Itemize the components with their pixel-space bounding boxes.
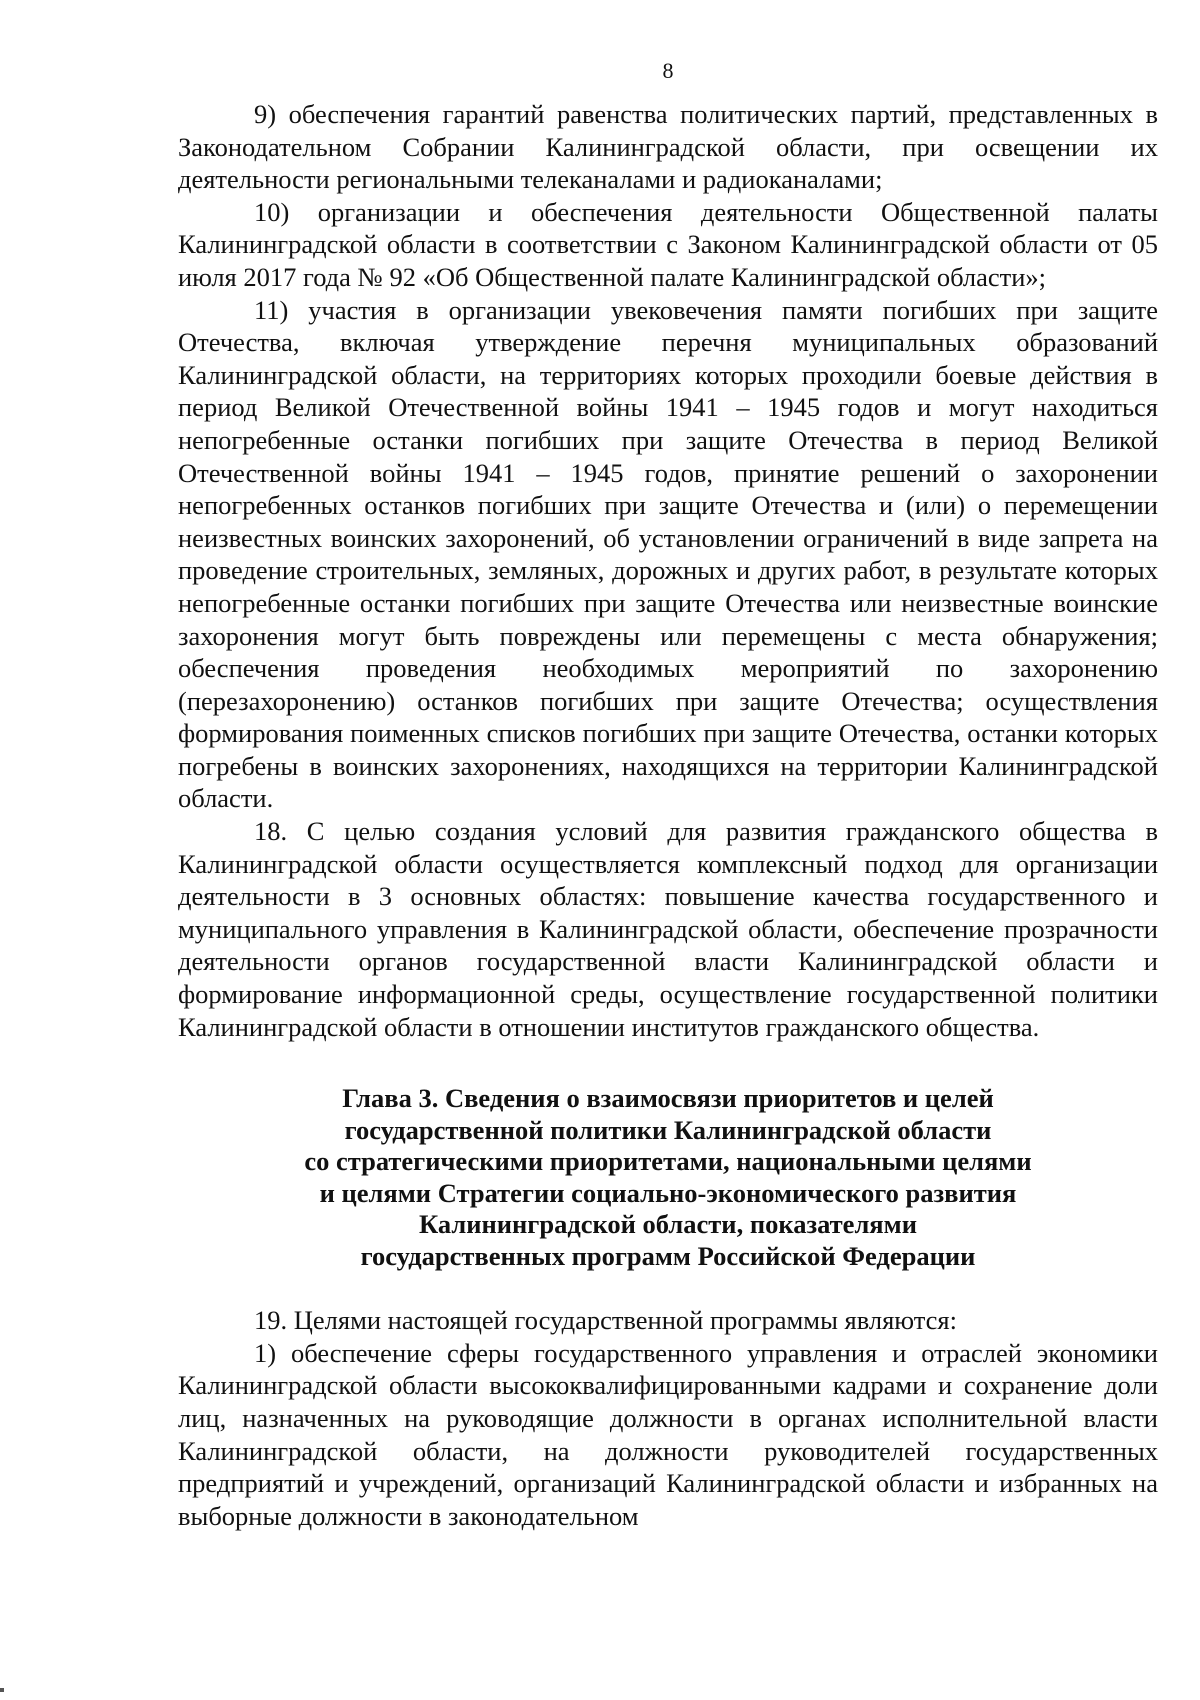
chapter-heading-line: со стратегическими приоритетами, национальными целями [304,1146,1032,1177]
chapter-heading-line: государственной политики Калининградской области [344,1114,992,1145]
scan-margin-mark [0,1688,4,1692]
chapter-heading [178,1083,1158,1272]
chapter-heading-line: и целями Стратегии социально-экономического развития [319,1177,1017,1208]
chapter-heading-line: Калининградской области, показателями [419,1209,917,1240]
paragraph-goal-1: 1) обеспечение сферы государственного управления и отраслей экономики Калининградской области высококвалифицированными кадрами и сохранение доли лиц, назначенных на руководящие должности в органах исполнительной власти Калининградской области, на должности руководителей государственных предприятий и учреждений, организаций Калининградской области и избранных на выборные должности в законодательном [178,1337,1158,1531]
paragraph-section-19: 19. Целями настоящей государственной программы являются: [254,1305,957,1336]
paragraph-item-9: 9) обеспечения гарантий равенства политических партий, представленных в Законодательном Собрании Калининградской области, при освещении их деятельности региональными телеканалами и радиоканалами; [178,99,1158,195]
paragraph-item-10: 10) организации и обеспечения деятельности Общественной палаты Калининградской области в соответствии с Законом Калининградской области от 05 июля 2017 года № 92 «Об Общественной палате Калининградской области»; [178,196,1158,292]
document-page [178,56,1158,1532]
page-number: 8 [662,58,674,83]
paragraph-section-18: 18. С целью создания условий для развития гражданского общества в Калининградской области осуществляется комплексный подход для организации деятельности в 3 основных областях: повышение качества государственного и муниципального управления в Калининградской области, обеспечение прозрачности деятельности органов государственной власти Калининградской области и формирование информационной среды, осуществление государственной политики Калининградской области в отношении институтов гражданского общества. [178,816,1158,1042]
chapter-heading-line: Глава 3. Сведения о взаимосвязи приоритетов и целей [342,1083,994,1114]
paragraph-item-11: 11) участия в организации увековечения памяти погибших при защите Отечества, включая утверждение перечня муниципальных образований Калининградской области, на территориях которых проходили боевые действия в период Великой Отечественной войны 1941 – 1945 годов и могут находиться непогребенные останки погибших при защите Отечества в период Великой Отечественной войны 1941 – 1945 годов, принятие решений о захоронении непогребенных останков погибших при защите Отечества и (или) о перемещении неизвестных воинских захоронений, об установлении ограничений в виде запрета на проведение строительных, земляных, дорожных и других работ, в результате которых непогребенные останки погибших при защите Отечества или неизвестные воинские захоронения могут быть повреждены или перемещены с места обнаружения; обеспечения проведения необходимых мероприятий по захоронению (перезахоронению) останков погибших при защите Отечества; осуществления формирования поименных списков погибших при защите Отечества, останки которых погребены в воинских захоронениях, находящихся на территории Калининградской области. [178,294,1158,814]
chapter-heading-line: государственных программ Российской Федерации [360,1240,976,1271]
